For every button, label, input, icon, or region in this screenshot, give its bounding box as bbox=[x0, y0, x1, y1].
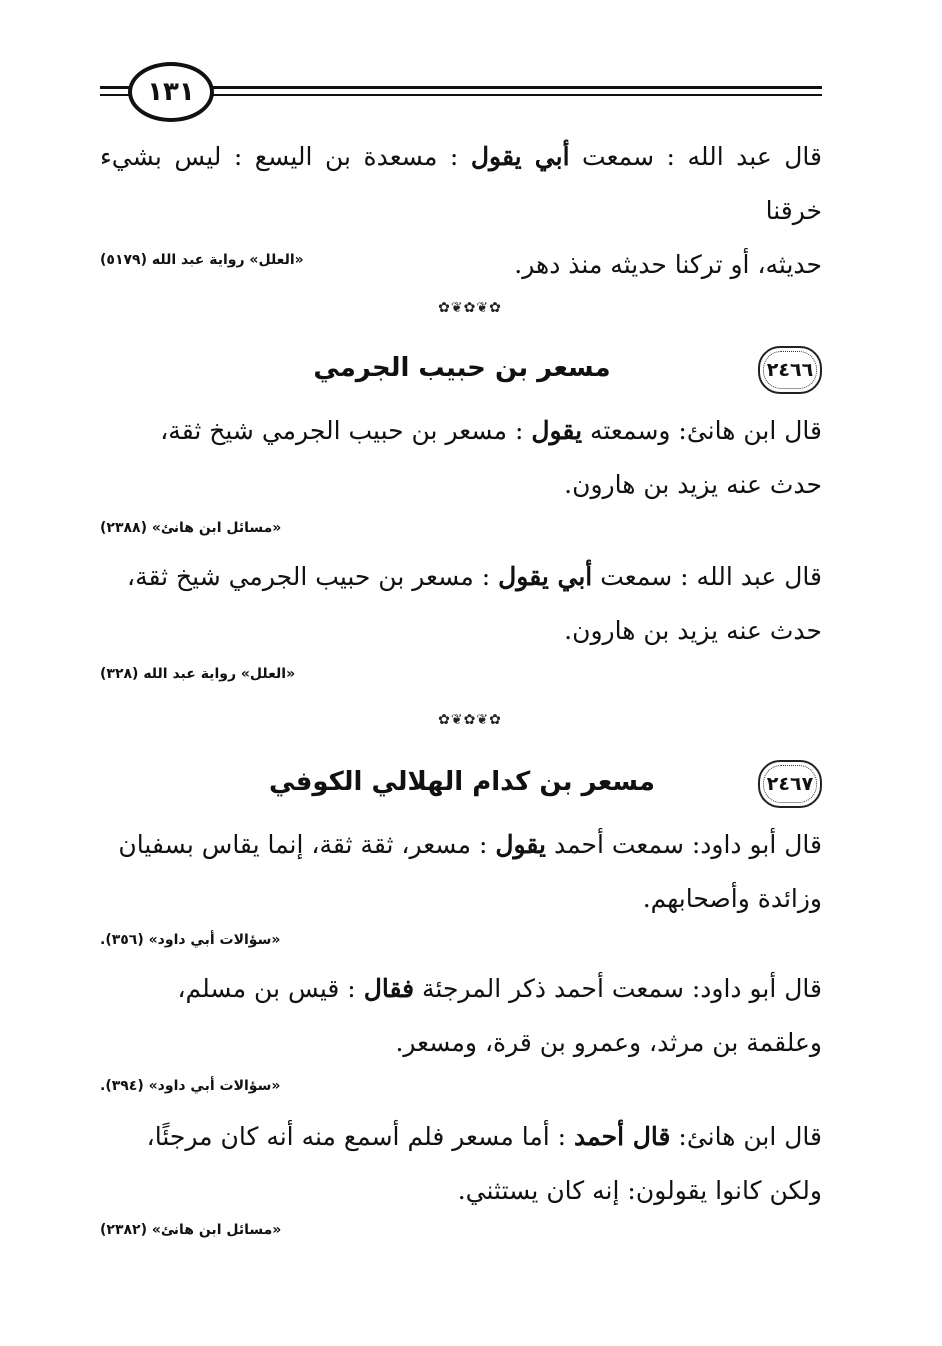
entry-name: مسعر بن كدام الهلالي الكوفي bbox=[269, 767, 655, 797]
source-citation: «العلل» رواية عبد الله (٥١٧٩) bbox=[100, 252, 304, 268]
ornament-divider: ✿❦✿❦✿ bbox=[438, 300, 502, 316]
source-citation: «سؤالات أبي داود» (٣٩٤). bbox=[100, 1078, 281, 1094]
entry-number-badge: ٢٤٦٧ bbox=[758, 760, 822, 808]
paragraph bbox=[100, 962, 822, 1070]
paragraph bbox=[100, 1110, 822, 1218]
paragraph-line: حديثه، أو تركنا حديثه منذ دهر. bbox=[514, 250, 822, 279]
source-citation: «مسائل ابن هانئ» (٢٣٨٢) bbox=[100, 1222, 282, 1238]
paragraph-line: ولكن كانوا يقولون: إنه كان يستثني. bbox=[457, 1176, 822, 1205]
paragraph-line: قال أبو داود: سمعت أحمد ذكر المرجئة فقال : قيس بن مسلم، bbox=[177, 974, 822, 1003]
paragraph bbox=[100, 550, 822, 658]
entry-name: مسعر بن حبيب الجرمي bbox=[313, 353, 611, 383]
paragraph bbox=[100, 404, 822, 512]
source-citation: «مسائل ابن هانئ» (٢٣٨٨) bbox=[100, 520, 282, 536]
paragraph-line: وزائدة وأصحابهم. bbox=[642, 884, 822, 913]
page-header bbox=[100, 62, 822, 118]
source-citation: «العلل» رواية عبد الله (٣٢٨) bbox=[100, 666, 296, 682]
ornament-divider: ✿❦✿❦✿ bbox=[438, 712, 502, 728]
entry-heading bbox=[100, 760, 822, 810]
paragraph-line: قال أبو داود: سمعت أحمد يقول : مسعر، ثقة ثقة، إنما يقاس بسفيان bbox=[118, 830, 822, 859]
entry-number-badge: ٢٤٦٦ bbox=[758, 346, 822, 394]
paragraph-line: وعلقمة بن مرثد، وعمرو بن قرة، ومسعر. bbox=[395, 1028, 822, 1057]
paragraph-line: قال عبد الله : سمعت أبي يقول : مسعر بن حبيب الجرمي شيخ ثقة، bbox=[127, 562, 822, 591]
paragraph-line: حدث عنه يزيد بن هارون. bbox=[564, 616, 822, 645]
paragraph-line: حدث عنه يزيد بن هارون. bbox=[564, 470, 822, 499]
paragraph-line: قال ابن هانئ: قال أحمد : أما مسعر فلم أسمع منه أنه كان مرجئًا، bbox=[146, 1122, 822, 1151]
paragraph-line: قال ابن هانئ: وسمعته يقول : مسعر بن حبيب الجرمي شيخ ثقة، bbox=[160, 416, 822, 445]
entry-heading bbox=[100, 346, 822, 396]
paragraph bbox=[100, 818, 822, 926]
source-citation: «سؤالات أبي داود» (٣٥٦). bbox=[100, 932, 281, 948]
paragraph-line: قال عبد الله : سمعت أبي يقول : مسعدة بن اليسع : ليس بشيء خرقنا bbox=[100, 142, 822, 225]
page-number: ١٣١ bbox=[128, 62, 214, 122]
